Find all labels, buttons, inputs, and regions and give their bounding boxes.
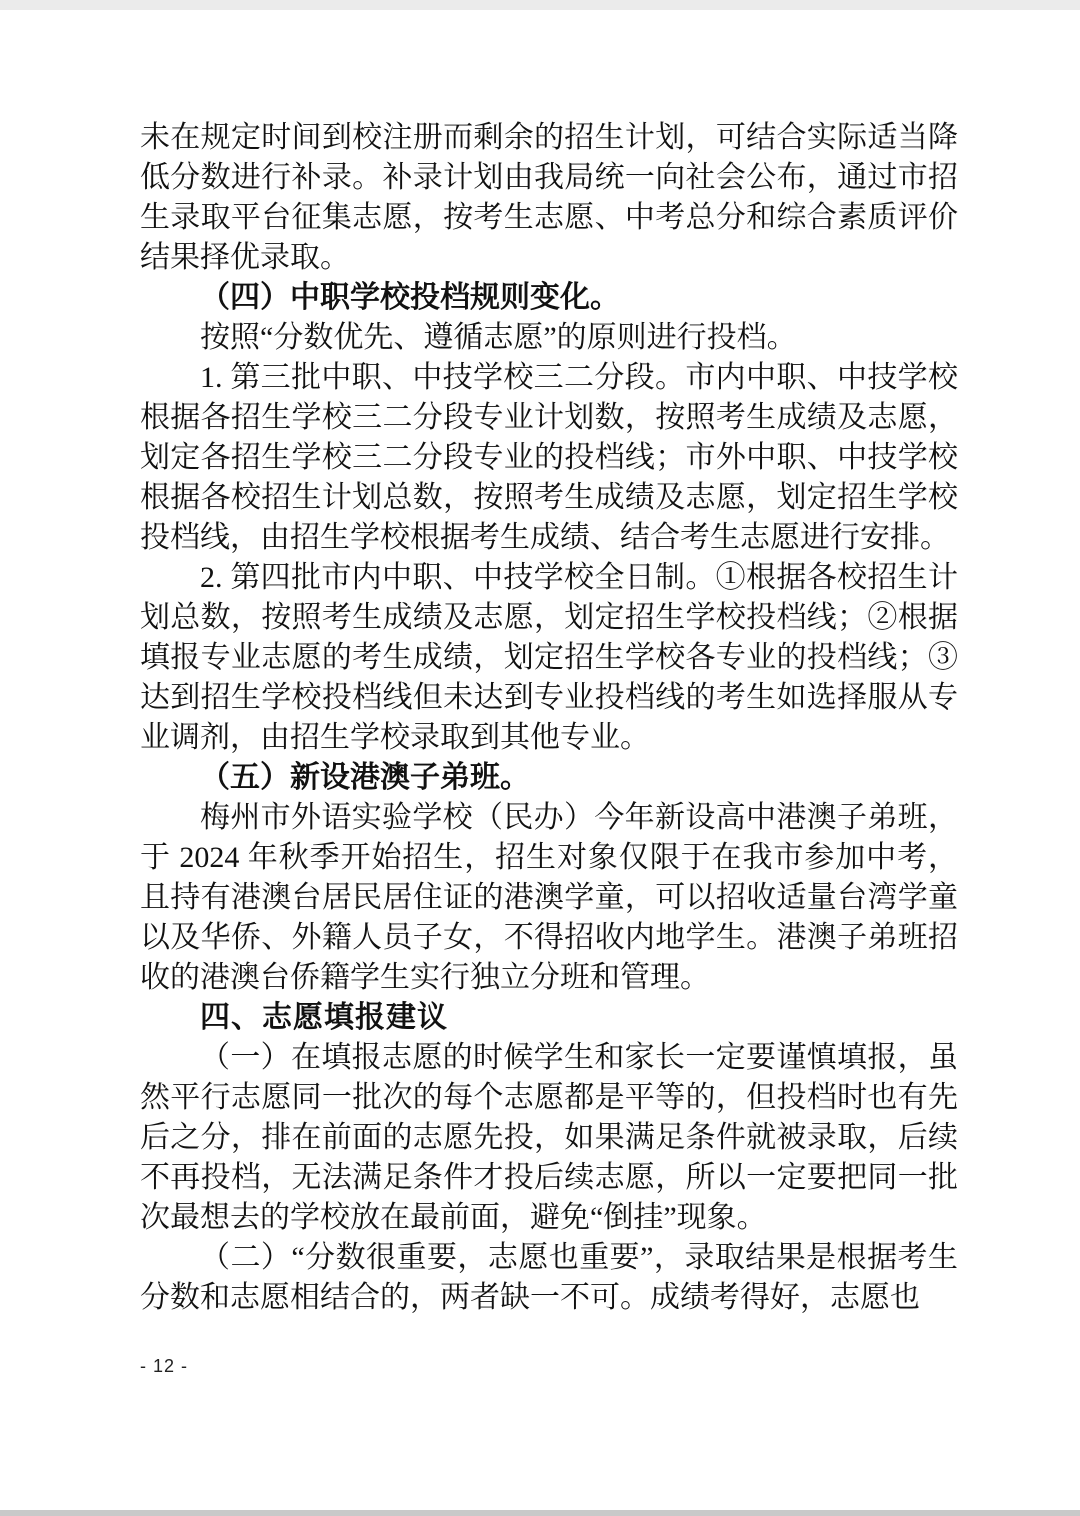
- page-bottom-edge: [0, 1510, 1080, 1516]
- paragraph-batch3-rules: 1. 第三批中职、中技学校三二分段。市内中职、中技学校根据各招生学校三二分段专业计划数，按照考生成绩及志愿，划定各招生学校三二分段专业的投档线；市外中职、中技学校根据各校招生计划总数，按照考生成绩及志愿，划定招生学校投档线，由招生学校根据考生成绩、结合考生志愿进行安排。: [140, 361, 958, 554]
- section-heading-5: （五）新设港澳子弟班。: [200, 761, 530, 794]
- paragraph-advice-1: （一）在填报志愿的时候学生和家长一定要谨慎填报，虽然平行志愿同一批次的每个志愿都是平等的，但投档时也有先后之分，排在前面的志愿先投，如果满足条件就被录取，后续不再投档，无法满足条件才投后续志愿，所以一定要把同一批次最想去的学校放在最前面，避免“倒挂”现象。: [140, 1041, 958, 1234]
- chapter-heading-volunteer-advice: 四、志愿填报建议: [200, 1001, 448, 1034]
- paragraph-continuation: 未在规定时间到校注册而剩余的招生计划，可结合实际适当降低分数进行补录。补录计划由我局统一向社会公布，通过市招生录取平台征集志愿，按考生志愿、中考总分和综合素质评价结果择优录取。: [140, 121, 958, 274]
- paragraph-principle: 按照“分数优先、遵循志愿”的原则进行投档。: [200, 321, 797, 354]
- paragraph-hk-macau-class: 梅州市外语实验学校（民办）今年新设高中港澳子弟班，于 2024 年秋季开始招生，招生对象仅限于在我市参加中考，且持有港澳台居民居住证的港澳学童，可以招收适量台湾学童以及华侨、外籍人员子女，不得招收内地学生。港澳子弟班招收的港澳台侨籍学生实行独立分班和管理。: [140, 801, 958, 994]
- paragraph-advice-2: （二）“分数很重要，志愿也重要”，录取结果是根据考生分数和志愿相结合的，两者缺一不可。成绩考得好，志愿也: [140, 1241, 958, 1314]
- paragraph-batch4-rules: 2. 第四批市内中职、中技学校全日制。①根据各校招生计划总数，按照考生成绩及志愿，划定招生学校投档线；②根据填报专业志愿的考生成绩，划定招生学校各专业的投档线；③达到招生学校投档线但未达到专业投档线的考生如选择服从专业调剂，由招生学校录取到其他专业。: [140, 561, 958, 754]
- page-number: - 12 -: [140, 1356, 189, 1376]
- page-top-edge: [0, 0, 1080, 10]
- document-content: [140, 118, 958, 1318]
- section-heading-4: （四）中职学校投档规则变化。: [200, 281, 620, 314]
